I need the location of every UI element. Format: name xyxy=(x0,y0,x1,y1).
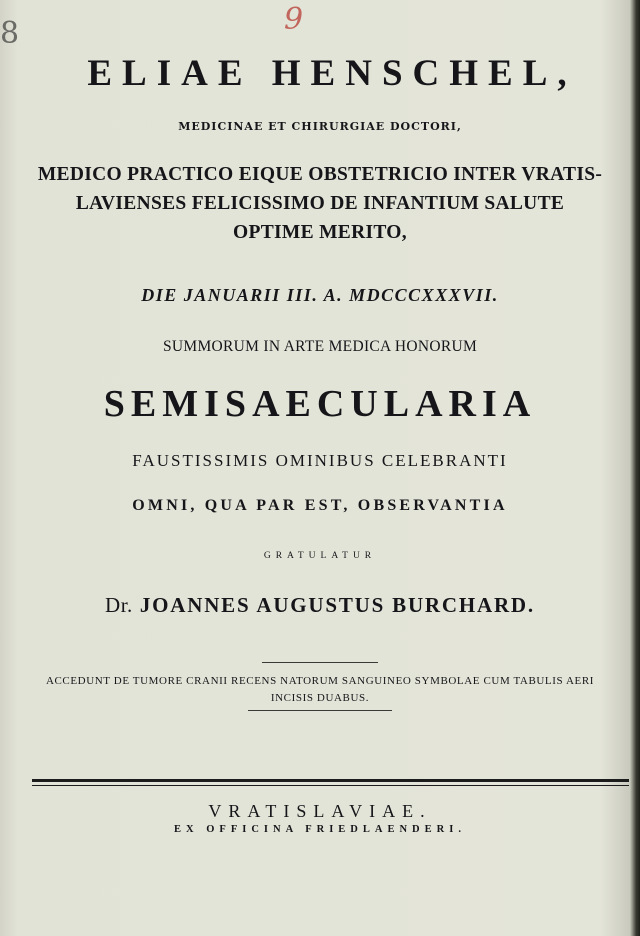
degree-line: MEDICINAE ET CHIRURGIAE DOCTORI, xyxy=(178,120,462,133)
margin-pencil-mark: 8 xyxy=(0,16,20,51)
main-heading: SEMISAECULARIA xyxy=(103,383,537,425)
pencil-annotation: 9 xyxy=(284,2,304,37)
date-line: DIE JANUARII III. A. MDCCCXXXVII. xyxy=(141,285,499,305)
dedication-line: LAVIENSES FELICISSIMO DE INFANTIUM SALUTE xyxy=(75,193,565,214)
gratulatur-line: GRATULATUR xyxy=(263,551,377,561)
divider-short-bottom xyxy=(248,710,392,711)
supplement-line: ACCEDUNT DE TUMORE CRANII RECENS NATORUM SANGUINEO SYMBOLAE CUM TABULIS AERI xyxy=(45,675,595,687)
divider-short-top xyxy=(262,662,378,663)
imprint-place: VRATISLAVIAE. xyxy=(208,801,432,821)
honors-line: SUMMORUM IN ARTE MEDICA HONORUM xyxy=(162,338,478,355)
dedicatee-name: ELIAE HENSCHEL, xyxy=(87,53,577,94)
dedication-block xyxy=(0,160,640,247)
divider-thick-rule xyxy=(32,779,629,782)
author-line xyxy=(0,593,640,618)
dedication-line: MEDICO PRACTICO EIQUE OBSTETRICIO INTER VRATIS- xyxy=(37,164,603,185)
author-title: Dr. xyxy=(105,593,133,617)
celebration-line: FAUSTISSIMIS OMINIBUS CELEBRANTI xyxy=(132,451,508,470)
author-name: JOANNES AUGUSTUS BURCHARD. xyxy=(139,593,535,617)
supplement-line: INCISIS DUABUS. xyxy=(270,692,370,704)
dedication-line: OPTIME MERITO, xyxy=(233,222,407,243)
imprint-printer: EX OFFICINA FRIEDLAENDERI. xyxy=(174,824,466,835)
divider-thin-rule xyxy=(32,785,629,786)
observance-line: OMNI, QUA PAR EST, OBSERVANTIA xyxy=(132,497,508,514)
supplement-note xyxy=(0,673,640,707)
